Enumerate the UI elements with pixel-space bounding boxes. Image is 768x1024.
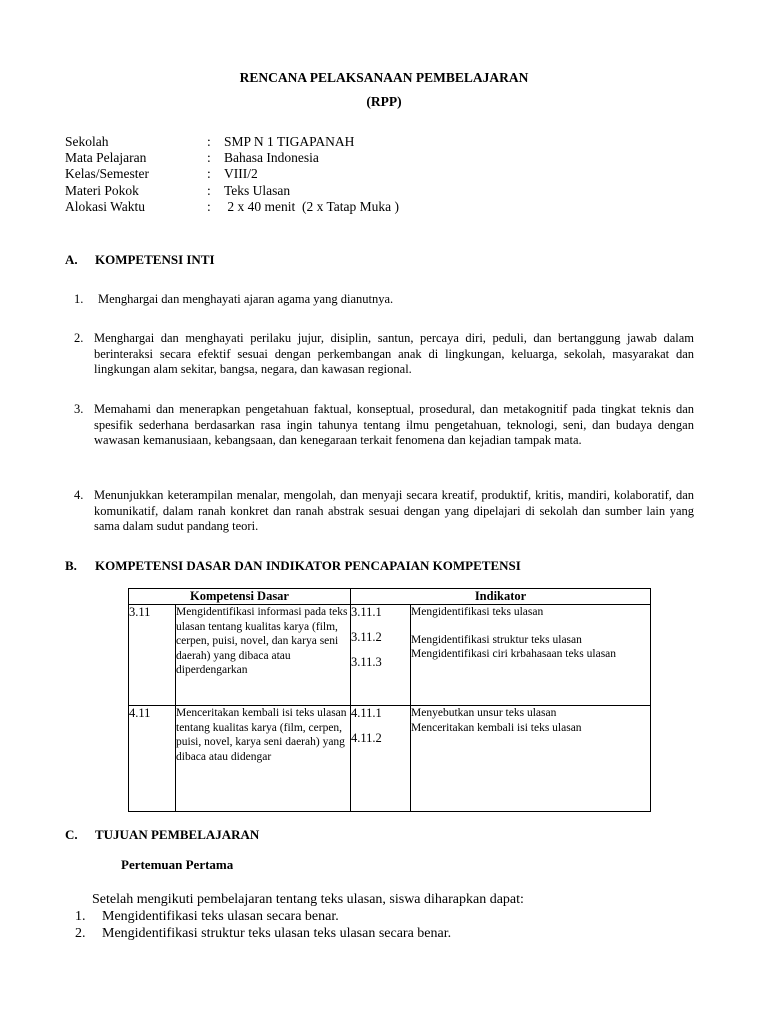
indicator-text: Menceritakan kembali isi teks ulasan xyxy=(411,721,582,734)
indicator-code: 4.11.2 xyxy=(351,731,382,745)
indicator-codes xyxy=(351,706,411,812)
indicator-code: 3.11.2 xyxy=(351,630,382,644)
ki-item-3 xyxy=(74,402,694,449)
goal-number: 2. xyxy=(75,926,86,941)
ki-text: Menunjukkan keterampilan menalar, mengolah, dan menyaji secara kreatif, produktif, kritis, mandiri, kolaboratif, dan komunikatif, dalam ranah konkret dan ranah abstrak sesuai dengan yang dipelajari di sekolah dan sumber lain yang sama dalam sudut pandang teori. xyxy=(94,488,694,533)
identity-value: 2 x 40 menit (2 x Tatap Muka ) xyxy=(224,199,400,214)
indicator-text: Mengidentifikasi struktur teks ulasan xyxy=(411,633,582,646)
kd-code: 3.11 xyxy=(129,605,176,706)
kd-indicator-table xyxy=(128,588,651,812)
document-subtitle: (RPP) xyxy=(366,94,402,109)
ki-number: 4. xyxy=(74,488,84,502)
identity-value: Bahasa Indonesia xyxy=(224,150,319,165)
ki-item-2 xyxy=(74,331,694,378)
identity-separator: : xyxy=(207,134,211,149)
meeting-heading: Pertemuan Pertama xyxy=(121,857,234,872)
identity-value: SMP N 1 TIGAPANAH xyxy=(224,134,355,149)
section-title: KOMPETENSI INTI xyxy=(95,252,215,267)
table-header-row xyxy=(129,589,651,605)
document-title: RENCANA PELAKSANAAN PEMBELAJARAN xyxy=(239,70,529,85)
section-letter: A. xyxy=(65,252,78,267)
goal-item-2 xyxy=(75,925,695,942)
section-a-heading xyxy=(65,252,665,268)
ki-item-4 xyxy=(74,488,694,535)
indicator-text: Mengidentifikasi ciri krbahasaan teks ulasan xyxy=(411,648,617,660)
indicator-codes xyxy=(351,605,411,706)
goal-number: 1. xyxy=(75,909,86,924)
kd-header: Kompetensi Dasar xyxy=(129,589,351,605)
ki-text: Memahami dan menerapkan pengetahuan faktual, konseptual, prosedural, dan metakognitif pada tingkat teknis dan spesifik sederhana berdasarkan rasa ingin tahunya tentang ilmu pengetahuan, teknologi, seni, dan budaya dengan wawasan kemanusiaan, kebangsaan, dan kenegaraan terkait fenomena dan kejadian tampak mata. xyxy=(94,402,694,447)
section-b-heading xyxy=(65,558,705,574)
identity-separator: : xyxy=(207,166,211,181)
kd-description: Menceritakan kembali isi teks ulasan tentang kualitas karya (film, cerpen, puisi, novel, karya seni daerah) yang dibaca atau didengar xyxy=(176,706,351,812)
indicator-header: Indikator xyxy=(351,589,651,605)
table-row xyxy=(129,706,651,812)
identity-separator: : xyxy=(207,199,211,214)
table-row xyxy=(129,605,651,706)
indicator-list xyxy=(411,605,651,706)
identity-separator: : xyxy=(207,183,211,198)
identity-value: VIII/2 xyxy=(224,166,258,181)
indicator-text: Mengidentifikasi teks ulasan xyxy=(411,606,544,618)
section-title: KOMPETENSI DASAR DAN INDIKATOR PENCAPAIAN KOMPETENSI xyxy=(95,558,521,573)
ki-number: 2. xyxy=(74,331,84,345)
goals-intro: Setelah mengikuti pembelajaran tentang teks ulasan, siswa diharapkan dapat: xyxy=(92,892,524,907)
ki-text: Menghargai dan menghayati ajaran agama yang dianutnya. xyxy=(98,292,394,306)
ki-item-1 xyxy=(74,292,694,308)
ki-number: 1. xyxy=(74,292,84,306)
indicator-code: 3.11.3 xyxy=(351,655,382,669)
ki-number: 3. xyxy=(74,402,84,416)
indicator-code: 4.11.1 xyxy=(351,706,382,720)
identity-label: Mata Pelajaran xyxy=(65,150,147,165)
indicator-code: 3.11.1 xyxy=(351,605,382,619)
ki-text: Menghargai dan menghayati perilaku jujur, disiplin, santun, percaya diri, peduli, dan bertanggung jawab dalam berinteraksi secara efektif sesuai dengan perkembangan anak di lingkungan, keluarga, sekolah, masyarakat dan lingkungan alam sekitar, bangsa, negara, dan kawasan regional. xyxy=(94,331,694,376)
indicator-list xyxy=(411,706,651,812)
identity-value: Teks Ulasan xyxy=(224,183,291,198)
goal-item-1 xyxy=(75,908,695,925)
kd-description: Mengidentifikasi informasi pada teks ulasan tentang kualitas karya (film, cerpen, puisi, novel, dan karya seni daerah) yang dibaca atau diperdengarkan xyxy=(176,605,351,706)
section-letter: C. xyxy=(65,827,78,842)
identity-label: Materi Pokok xyxy=(65,183,139,198)
identity-label: Sekolah xyxy=(65,134,109,149)
indicator-text: Menyebutkan unsur teks ulasan xyxy=(411,707,557,719)
identity-label: Kelas/Semester xyxy=(65,166,149,181)
kd-code: 4.11 xyxy=(129,706,176,812)
goal-text: Mengidentifikasi struktur teks ulasan teks ulasan secara benar. xyxy=(102,926,452,941)
section-title: TUJUAN PEMBELAJARAN xyxy=(95,827,260,842)
identity-label: Alokasi Waktu xyxy=(65,199,146,214)
section-letter: B. xyxy=(65,558,77,573)
section-c-heading xyxy=(65,827,665,843)
identity-separator: : xyxy=(207,150,211,165)
goal-text: Mengidentifikasi teks ulasan secara benar. xyxy=(102,909,339,924)
